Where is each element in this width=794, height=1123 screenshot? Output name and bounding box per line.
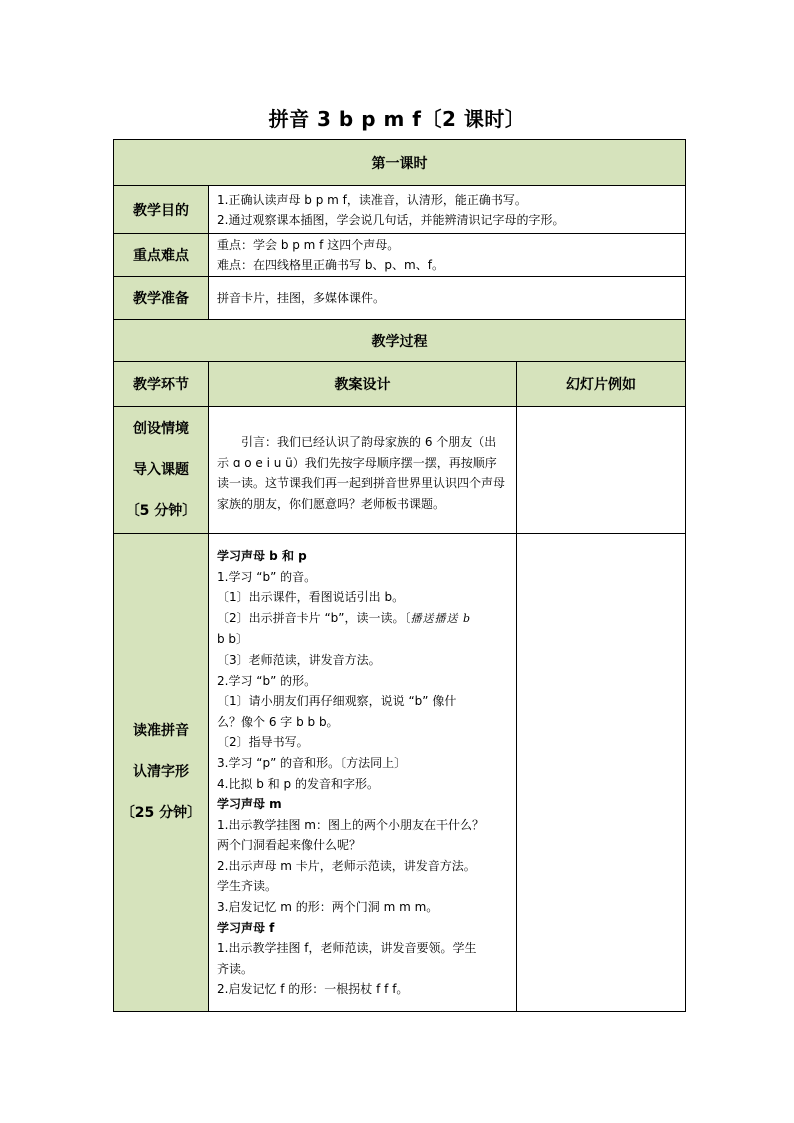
stage1-label-line: 导入课题 [133, 462, 189, 478]
stage1-label-line: 创设情境 [133, 421, 189, 437]
step-line: 学习声母 m [217, 797, 282, 812]
objectives-row [114, 186, 686, 234]
column-header-stage: 教学环节 [114, 362, 209, 407]
key-points-content [209, 234, 686, 277]
step-line: 〔2〕指导书写。 [217, 735, 309, 750]
process-title: 教学过程 [114, 320, 686, 362]
step-line: 〔1〕出示课件，看图说话引出 b。 [217, 590, 405, 605]
step-line: 2.启发记忆 f 的形：一根拐杖 f f f。 [217, 982, 409, 997]
column-header-row [114, 362, 686, 407]
stage1-row [114, 407, 686, 534]
preparation-content: 拼音卡片，挂图，多媒体课件。 [209, 277, 686, 320]
column-header-design: 教案设计 [209, 362, 517, 407]
step-line-text: 〔2〕出示拼音卡片 “b”，读一读。〔 [217, 610, 411, 625]
stage2-label [114, 534, 209, 1012]
stage1-label-line: 〔5 分钟〕 [125, 503, 197, 519]
step-line: 两个门洞看起来像什么呢？ [217, 838, 362, 853]
column-header-slides: 幻灯片例如 [517, 362, 686, 407]
preparation-label: 教学准备 [114, 277, 209, 320]
key-point-line: 难点：在四线格里正确书写 b、p、m、f。 [217, 258, 444, 272]
stage2-label-line: 〔25 分钟〕 [120, 805, 202, 821]
step-line: 〔1〕请小朋友们再仔细观察，说说 “b” 像什 [217, 694, 457, 709]
stage2-row [114, 534, 686, 1012]
objectives-label: 教学目的 [114, 186, 209, 234]
stage2-slide [517, 534, 686, 1012]
step-line: 学习声母 f [217, 920, 275, 935]
step-line: 3.学习 “p” 的音和形。〔方法同上〕 [217, 755, 407, 770]
stage1-slide [517, 407, 686, 534]
step-line: 1.出示教学挂图 f，老师范读，讲发音要领。学生 [217, 941, 477, 956]
step-line: 齐读。 [217, 961, 254, 976]
stage2-label-line: 读准拼音 [133, 723, 189, 739]
stage1-design [209, 407, 517, 534]
objective-line: 1.正确认读声母 b p m f，读准音，认清形，能正确书写。 [217, 192, 527, 207]
stage2-design [209, 534, 517, 1012]
step-line: 2.学习 “b” 的形。 [217, 673, 317, 688]
step-line: 〔3〕老师范读，讲发音方法。 [217, 652, 381, 667]
step-line: 4.比拟 b 和 p 的发音和字形。 [217, 776, 379, 791]
key-points-label: 重点难点 [114, 234, 209, 277]
key-point-line: 重点：学会 b p m f 这四个声母。 [217, 238, 400, 252]
step-line: 2.出示声母 m 卡片，老师示范读，讲发音方法。 [217, 858, 476, 873]
stage2-label-line: 认清字形 [133, 764, 189, 780]
handwritten-note: 播送播送 b [410, 611, 472, 625]
lesson-plan-table [113, 139, 686, 1012]
step-line: 1.学习 “b” 的音。 [217, 569, 317, 584]
step-line: 么？像个 6 字 b b b。 [217, 714, 339, 729]
key-points-row [114, 234, 686, 277]
process-header-row [114, 320, 686, 362]
objective-line: 2.通过观察课本插图，学会说几句话，并能辨清识记字母的字形。 [217, 212, 565, 227]
preparation-row [114, 277, 686, 320]
stage1-label [114, 407, 209, 534]
step-line: 3.启发记忆 m 的形：两个门洞 m m m。 [217, 900, 439, 915]
page-title: 拼音 3 b p m f〔2 课时〕 [268, 107, 526, 131]
section-title: 第一课时 [114, 140, 686, 186]
step-line: b b〕 [217, 632, 249, 647]
section-header-row [114, 140, 686, 186]
step-line: 1.出示教学挂图 m：图上的两个小朋友在干什么？ [217, 817, 484, 832]
step-line: 学习声母 b 和 p [217, 548, 307, 563]
stage1-intro-text: 引言：我们已经认识了韵母家族的 6 个朋友（出示 ɑ o e i u ü）我们先按字母顺序摆一摆，再按顺序读一读。这节课我们再一起到拼音世界里认识四个声母家族的朋友，你们愿意吗？老师板书课题。 [217, 435, 506, 511]
objectives-content [209, 186, 686, 234]
step-line: 学生齐读。 [217, 879, 278, 894]
step-line [217, 608, 510, 630]
